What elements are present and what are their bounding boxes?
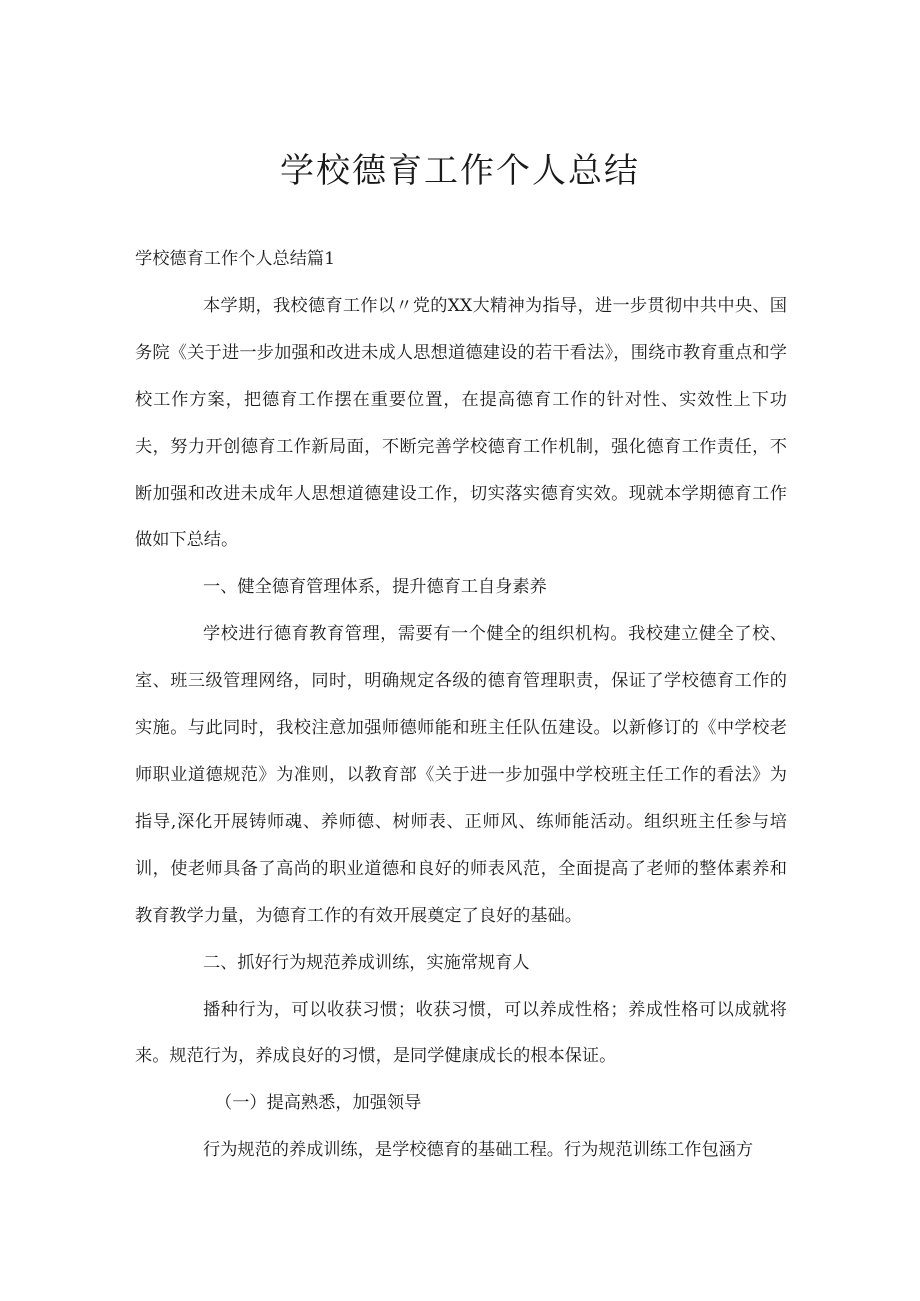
- paragraph-management: 学校进行德育教育管理，需要有一个健全的组织机构。我校建立健全了校、室、班三级管理网络，同时，明确规定各级的德育管理职责，保证了学校德育工作的实施。与此同时，我校注意加强师德师能和班主任队伍建设。以新修订的《中学校老师职业道德规范》为准则，以教育部《关于进一步加强中学校班主任工作的看法》为指导,深化开展铸师魂、养师德、树师表、正师风、练师能活动。组织班主任参与培训，使老师具备了高尚的职业道德和良好的师表风范，全面提高了老师的整体素养和教育教学力量，为德育工作的有效开展奠定了良好的基础。: [135, 624, 787, 926]
- document-body: [135, 236, 787, 1174]
- document-title: 学校德育工作个人总结: [280, 151, 640, 191]
- intro-paragraph: 本学期，我校德育工作以〃党的XX大精神为指导，进一步贯彻中共中央、国务院《关于进一步加强和改进未成人思想道德建设的若干看法》，围绕市教育重点和学校工作方案，把德育工作摆在重要位置，在提高德育工作的针对性、实效性上下功夫，努力开创德育工作新局面，不断完善学校德育工作机制，强化德育工作责任，不断加强和改进未成年人思想道德建设工作，切实落实德育实效。现就本学期德育工作做如下总结。: [135, 295, 787, 551]
- paragraph-habits: 播种行为，可以收获习惯；收获习惯，可以养成性格；养成性格可以成就将来。规范行为，养成良好的习惯，是同学健康成长的根本保证。: [135, 999, 787, 1067]
- subheading-one: （一）提高熟悉，加强领导: [215, 1093, 422, 1114]
- section-heading: 学校德育工作个人总结篇1: [135, 249, 335, 269]
- paragraph-training: 行为规范的养成训练，是学校德育的基础工程。行为规范训练工作包涵方: [203, 1140, 754, 1161]
- heading-two: 二、抓好行为规范养成训练，实施常规育人: [203, 952, 530, 973]
- heading-one: 一、健全德育管理体系，提升德育工自身素养: [203, 577, 547, 598]
